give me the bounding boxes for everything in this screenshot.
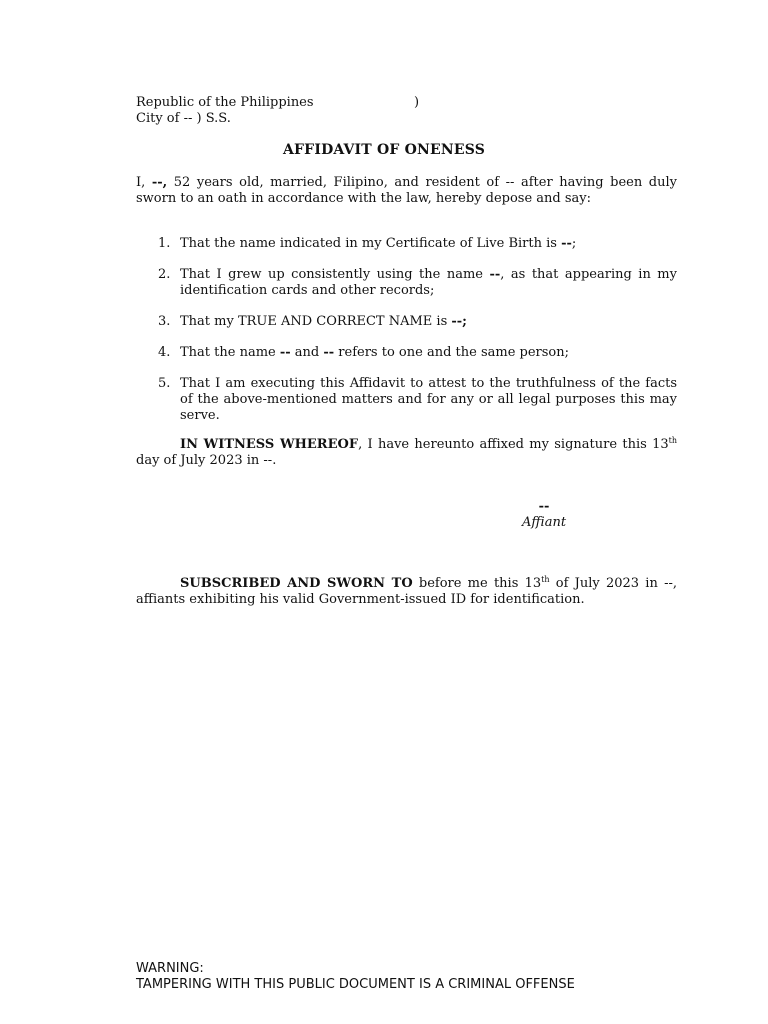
list-item [136, 345, 677, 361]
item-text: That I am executing this Affidavit to attest to the truthfulness of the facts of the above-mentioned matters and for any or all legal purposes this may serve. [180, 376, 677, 423]
item-text: refers to one and the same person; [334, 345, 569, 360]
item-name-bold: -- [279, 345, 291, 360]
item-text: and [290, 345, 324, 360]
witness-text: day of July 2023 in --. [136, 453, 277, 468]
venue-paren: ) [414, 95, 420, 110]
document-title: AFFIDAVIT OF ONENESS [282, 142, 486, 158]
list-item [136, 376, 677, 424]
witness-heading: IN WITNESS WHEREOF [180, 437, 359, 452]
affiant-name: -- [538, 499, 550, 514]
jurat-text: of July 2023 in --, affiants exhibiting his valid Government-issued ID for identification. [136, 576, 677, 607]
intro-affiant-name: --, [151, 175, 168, 190]
item-text: That the name indicated in my Certificate of Live Birth is [180, 236, 562, 251]
jurat-heading: SUBSCRIBED AND SWORN TO [180, 576, 413, 591]
warning-label: WARNING: [136, 961, 204, 976]
intro-rest: 52 years old, married, Filipino, and resident of -- after having been duly sworn to an oath in accordance with the law, hereby depose and say: [136, 175, 678, 206]
item-name-bold: -- [323, 345, 335, 360]
ordinal-suffix: th [668, 436, 677, 445]
list-item [136, 236, 677, 252]
intro-paragraph [136, 175, 677, 207]
item-name-bold: -- [489, 267, 501, 282]
ordinal-suffix: th [541, 575, 550, 584]
item-number: 3. [158, 314, 171, 329]
item-text: , as that appearing in my identification cards and other records; [180, 267, 677, 298]
item-text: That my TRUE AND CORRECT NAME is [180, 314, 452, 329]
venue-republic: Republic of the Philippines [136, 95, 314, 110]
warning-text: TAMPERING WITH THIS PUBLIC DOCUMENT IS A CRIMINAL OFFENSE [136, 977, 575, 992]
affiant-label: Affiant [521, 515, 567, 530]
item-text: ; [571, 236, 577, 251]
list-item [136, 267, 677, 299]
item-name-bold: -- [561, 236, 572, 251]
signature-block [500, 499, 588, 531]
item-number: 1. [158, 236, 171, 251]
jurat-text: before me this 13 [412, 576, 542, 591]
item-number: 5. [158, 376, 171, 391]
witness-paragraph [136, 437, 677, 469]
item-number: 4. [158, 345, 171, 360]
item-text: That I grew up consistently using the name [180, 267, 490, 282]
witness-text: , I have hereunto affixed my signature this 13 [358, 437, 669, 452]
item-number: 2. [158, 267, 171, 282]
jurat-paragraph [136, 576, 677, 608]
list-item [136, 314, 677, 330]
item-text: That the name [180, 345, 280, 360]
item-name-bold: --; [451, 314, 467, 329]
intro-pre: I, [136, 175, 152, 190]
venue-city: City of -- ) S.S. [136, 111, 231, 126]
